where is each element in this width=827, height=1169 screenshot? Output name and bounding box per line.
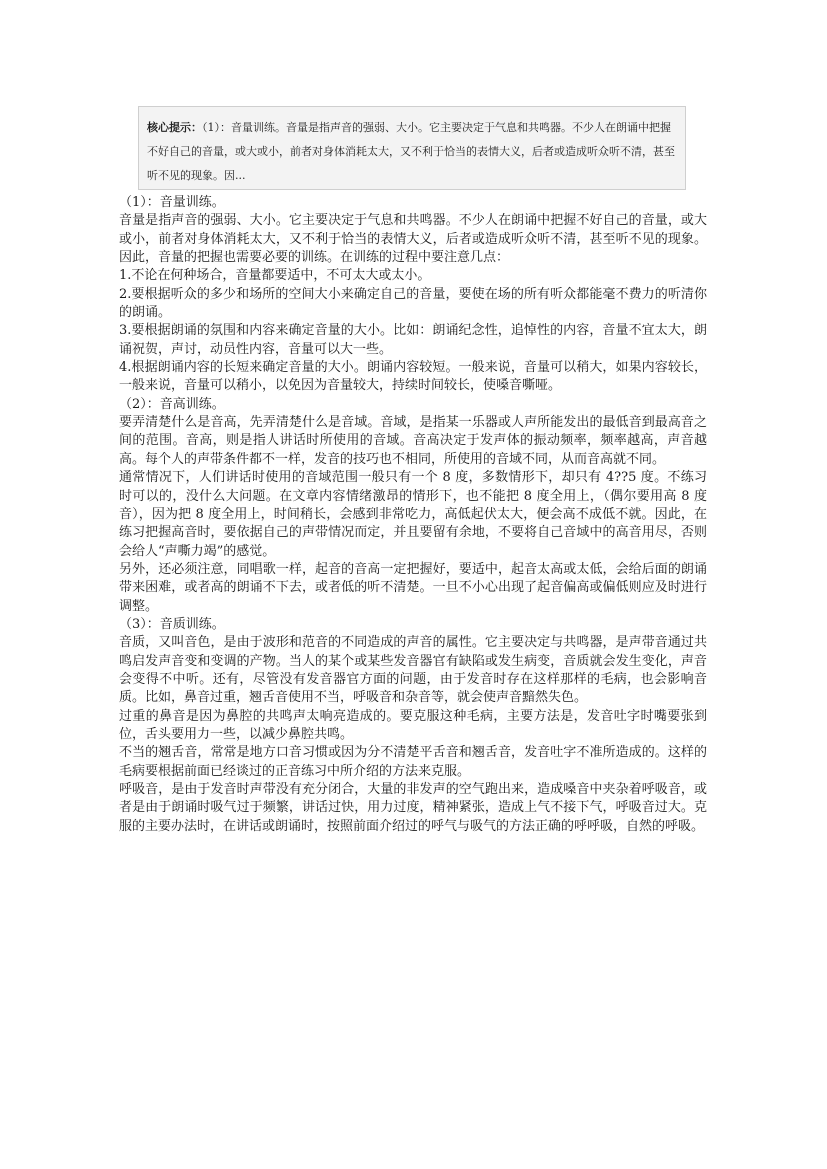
paragraph: 要弄清楚什么是音高，先弄清楚什么是音域。音域，是指某一乐器或人声所能发出的最低音到最高音之间的范围。音高，则是指人讲话时所使用的音域。音高决定于发声体的振动频率，频率越高，声音越高。每个人的声带条件都不一样，发音的技巧也不相同，所使用的音域不同，从而音高就不同。 <box>119 415 707 467</box>
paragraph: 不当的翘舌音，常常是地方口音习惯或因为分不清楚平舌音和翘舌音，发音吐字不准所造成的。这样的毛病要根据前面已经谈过的正音练习中所介绍的方法来克服。 <box>119 745 707 779</box>
list-item: 1.不论在何种场合，音量都要适中，不可太大或太小。 <box>119 268 431 284</box>
paragraph: 另外，还必须注意，同唱歌一样，起音的音高一定把握好，要适中，起音太高或太低，会给后面的朗诵带来困难，或者高的朗诵不下去，或者低的听不清楚。一旦不小心出现了起音偏高或偏低则应及时进行调整。 <box>119 561 707 614</box>
list-item: 2.要根据听众的多少和场所的空间大小来确定自己的音量，要使在场的所有听众都能毫不费力的听清你的朗诵。 <box>119 286 707 321</box>
section-heading-pitch: （2）：音高训练。 <box>119 396 225 412</box>
paragraph: 通常情况下，人们讲话时使用的音域范围一般只有一个 8 度，多数情形下，却只有 4??5 度。不练习时可以的，没什么大问题。在文章内容情绪激昂的情形下，也不能把 8 度全用上，（偶尔要用高 8 度音），因为把 8 度全用上，时间稍长，会感到非常吃力，高低起伏太大，便会高不成低不就。因此，在练习把握高音时，要依据自己的声带情况而定，并且要留有余地，不要将自己音域中的高音用尽，否则会给人“声嘶力竭”的感觉。 <box>119 470 707 559</box>
section-heading-volume: （1）：音量训练。 <box>119 195 225 210</box>
list-item: 4.根据朗诵内容的长短来确定音量的大小。朗诵内容较短。一般来说，音量可以稍大，如果内容较长，一般来说，音量可以稍小，以免因为音量较大，持续时间较长，使嗓音嘶哑。 <box>119 360 707 394</box>
article-body <box>119 194 707 836</box>
paragraph: 过重的鼻音是因为鼻腔的共鸣声太响亮造成的。要克服这种毛病，主要方法是，发音吐字时嘴要张到位，舌头要用力一些，以减少鼻腔共鸣。 <box>119 708 707 742</box>
summary-box <box>138 106 686 190</box>
summary-label: 核心提示： <box>147 121 202 134</box>
summary-text: （1）：音量训练。音量是指声音的强弱、大小。它主要决定于气息和共鸣器。不少人在朗诵中把握不好自己的音量，或大或小，前者对身体消耗太大，又不利于恰当的表情大义，后者或造成听众听不清，甚至听不见的现象。因... <box>147 121 675 182</box>
paragraph: 呼吸音，是由于发音时声带没有充分闭合，大量的非发声的空气跑出来，造成嗓音中夹杂着呼吸音，或者是由于朗诵时吸气过于频繁，讲话过快，用力过度，精神紧张，造成上气不接下气，呼吸音过大。克服的主要办法时，在讲话或朗诵时，按照前面介绍过的呼气与吸气的方法正确的呼呼吸，自然的呼吸。 <box>119 782 707 834</box>
paragraph: 音量是指声音的强弱、大小。它主要决定于气息和共鸣器。不少人在朗诵中把握不好自己的音量，或大或小，前者对身体消耗太大，又不利于恰当的表情大义，后者或造成听众听不清，甚至听不见的现象。因此，音量的把握也需要必要的训练。在训练的过程中要注意几点： <box>119 213 707 266</box>
section-heading-timbre: （3）：音质训练。 <box>119 616 225 632</box>
paragraph: 音质，又叫音色，是由于波形和范音的不同造成的声音的属性。它主要决定与共鸣器，是声带音通过共鸣启发声音变和变调的产物。当人的某个或某些发音器官有缺陷或发生病变，音质就会发生变化，声音会变得不中听。还有，尽管没有发音器官方面的问题，由于发音时存在这样那样的毛病，也会影响音质。比如，鼻音过重，翘舌音使用不当，呼吸音和杂音等，就会使声音黯然失色。 <box>119 635 707 706</box>
list-item: 3.要根据朗诵的氛围和内容来确定音量的大小。比如：朗诵纪念性，追悼性的内容，音量不宜太大，朗诵祝贺，声讨，动员性内容，音量可以大一些。 <box>119 323 707 357</box>
